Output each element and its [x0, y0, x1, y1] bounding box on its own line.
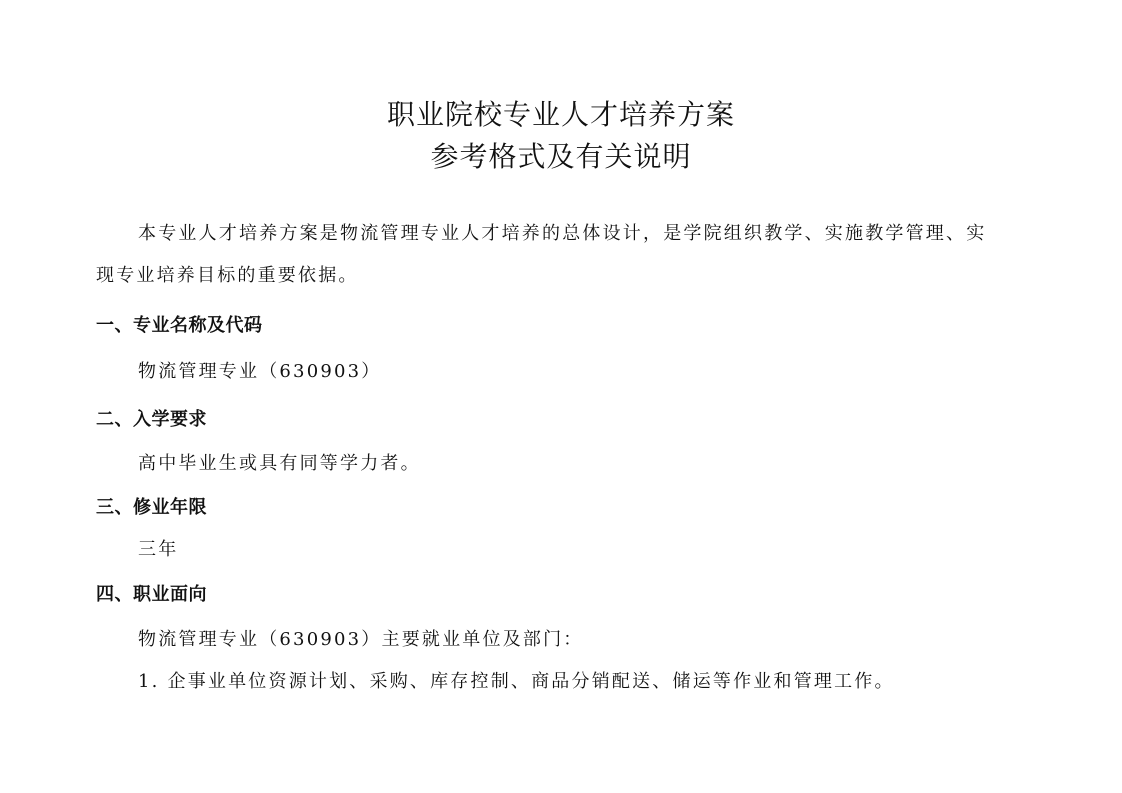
section-heading-duration: 三、修业年限: [96, 497, 207, 518]
section-heading-admission: 二、入学要求: [96, 409, 207, 430]
intro-paragraph-line1: 本专业人才培养方案是物流管理专业人才培养的总体设计，是学院组织教学、实施教学管理、实: [138, 223, 987, 244]
section-heading-career: 四、职业面向: [96, 584, 207, 605]
intro-paragraph-line2: 现专业培养目标的重要依据。: [96, 265, 359, 286]
section-text-major-name: 物流管理专业（630903）: [138, 361, 382, 382]
section-heading-major-name: 一、专业名称及代码: [96, 315, 263, 336]
section-text-duration: 三年: [138, 539, 179, 560]
section-text-career-line1: 物流管理专业（630903）主要就业单位及部门：: [138, 629, 584, 650]
section-text-admission: 高中毕业生或具有同等学力者。: [138, 453, 421, 474]
document-title-line2: 参考格式及有关说明: [430, 140, 692, 173]
section-text-career-line2: 1. 企事业单位资源计划、采购、库存控制、商品分销配送、储运等作业和管理工作。: [138, 671, 895, 692]
document-title-line1: 职业院校专业人才培养方案: [386, 98, 735, 131]
